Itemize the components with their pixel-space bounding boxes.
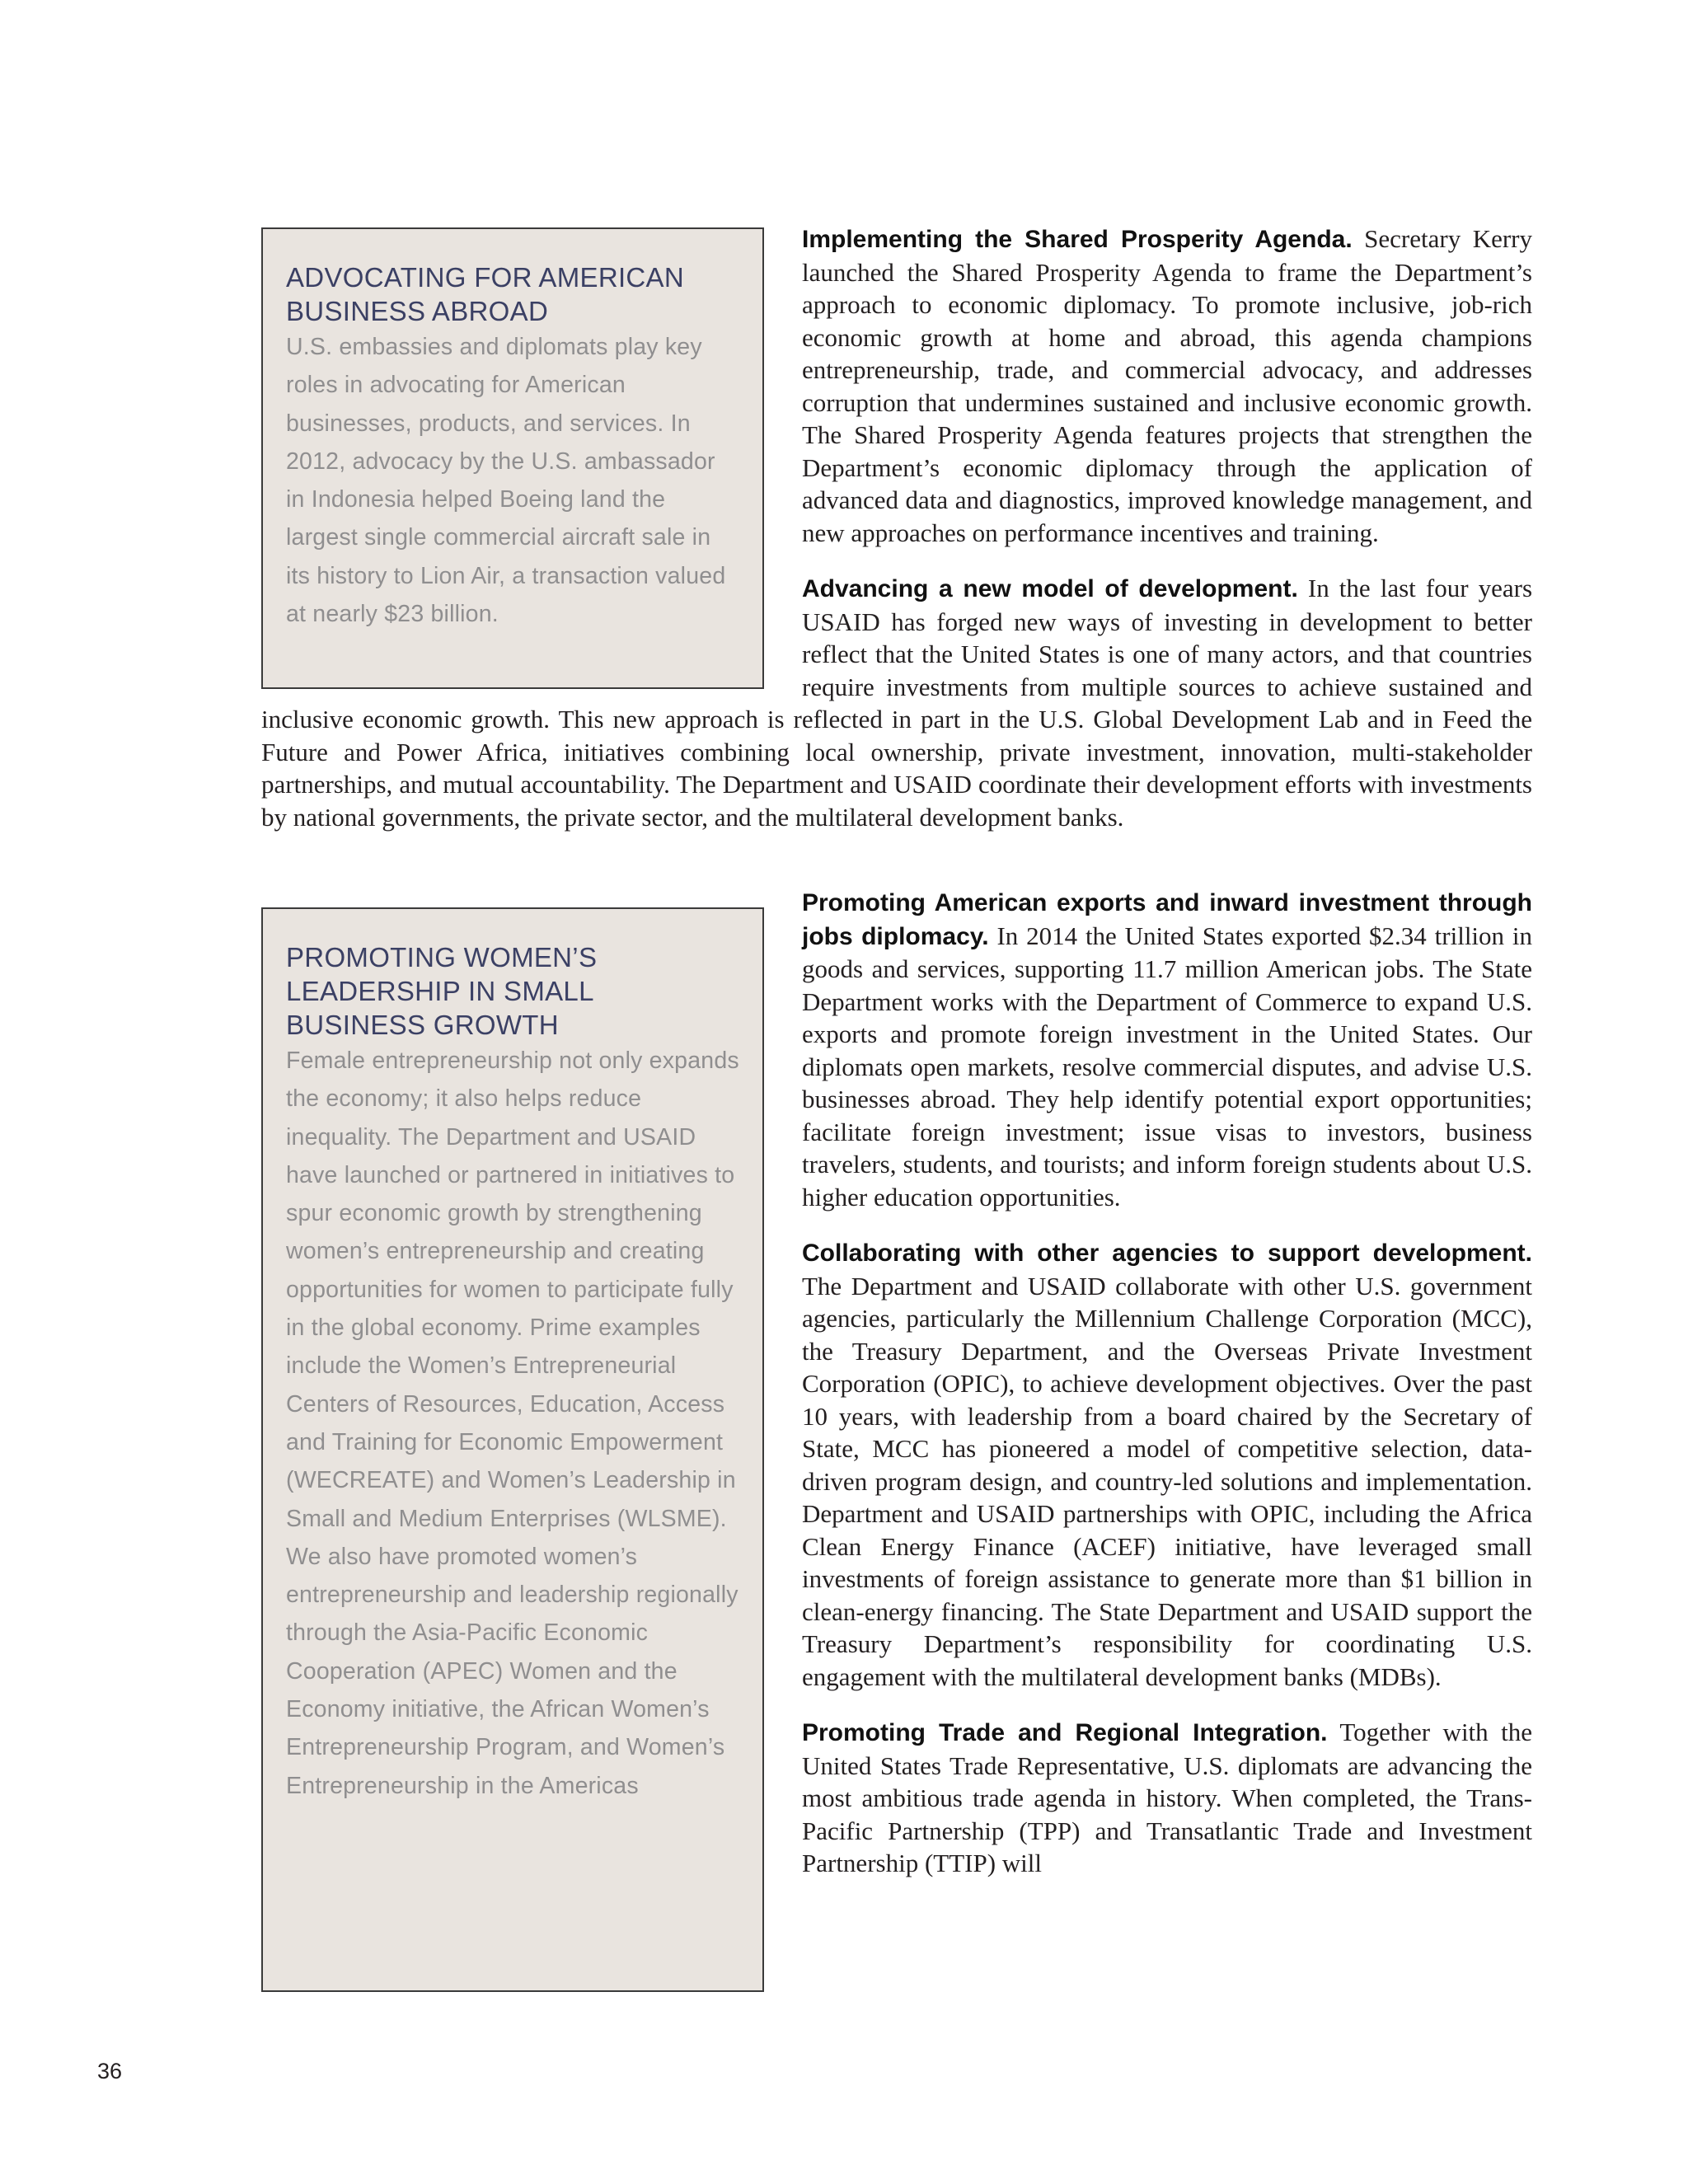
float-spacer-2: [261, 886, 802, 1982]
title-line: ADVOCATING FOR AMERICAN: [286, 262, 684, 293]
title-line: PROMOTING WOMEN’S: [286, 942, 598, 972]
paragraph-text: Together with the United States Trade Representative, U.S. diplomats are advancing the most ambitious trade agenda in history. When completed, the Trans-Pacific Partnership (TPP) and Transatlantic Trade and Investment Partnership (TTIP) will: [802, 1718, 1532, 1877]
paragraph-text: The Department and USAID collaborate with other U.S. government agencies, particularly the Millennium Challenge Corporation (MCC), the Treasury Department, and the Overseas Private Investment Corporation (OPIC), to achieve development objectives. Over the past 10 years, with leadership from a board chaired by the Secretary of State, MCC has pioneered a model of competitive selection, data-driven program design, and country-led solutions and implementation. Department and USAID partnerships with OPIC, including the Africa Clean Energy Finance (ACEF) initiative, have leveraged small investments of foreign assistance to generate more than $1 billion in clean-energy financing. The State Department and USAID support the Treasury Department’s responsibility for coordinating U.S. engagement with the multilateral development banks (MDBs).: [802, 1271, 1532, 1691]
main-text-flow: [261, 223, 1532, 1982]
paragraph-lead: Advancing a new model of development.: [802, 575, 1298, 602]
paragraph-lead: Promoting American exports and inward investment through jobs diplomacy.: [802, 889, 1532, 950]
float-spacer-1: [261, 223, 802, 694]
paragraph-lead: Collaborating with other agencies to support development.: [802, 1240, 1532, 1267]
page-number: 36: [97, 2059, 123, 2083]
paragraph-text: In 2014 the United States exported $2.34 trillion in goods and services, supporting 11.7 million American jobs. The State Department works with the Department of Commerce to expand U.S. exports and promote foreign investment in the United States. Our diplomats open markets, resolve commercial disputes, and advise U.S. businesses abroad. They help identify potential export opportunities; facilitate foreign investment; issue visas to investors, business travelers, students, and tourists; and inform foreign students about U.S. higher education opportunities.: [802, 921, 1532, 1212]
title-line: BUSINESS ABROAD: [286, 296, 549, 326]
paragraph-lead: Implementing the Shared Prosperity Agenda.: [802, 226, 1353, 253]
sidebar-box-body: Female entrepreneurship not only expands the economy; it also helps reduce inequality. The Department and USAID have launched or partnered in initiatives to spur economic growth by strengthening women’s entrepreneurship and creating opportunities for women to participate fully in the global economy. Prime examples include the Women’s Entrepreneurial Centers of Resources, Education, Access and Training for Economic Empowerment (WECREATE) and Women’s Leadership in Small and Medium Enterprises (WLSME). We also have promoted women’s entrepreneurship and leadership regionally through the Asia-Pacific Economic Cooperation (APEC) Women and the Economy initiative, the African Women’s Entrepreneurship Program, and Women’s Entrepreneurship in the Americas: [286, 1047, 739, 1799]
spacer: [261, 856, 1532, 886]
title-line: LEADERSHIP IN SMALL: [286, 976, 594, 1006]
paragraph-text: Secretary Kerry launched the Shared Prosperity Agenda to frame the Department’s approach to economic diplomacy. To promote inclusive, job-rich economic growth at home and abroad, this agenda champions entrepreneurship, trade, and commercial advocacy, and addresses corruption that undermines sustained and inclusive economic growth. The Shared Prosperity Agenda features projects that strengthen the Department’s economic diplomacy through the application of advanced data and diagnostics, improved knowledge management, and new approaches on performance incentives and training.: [802, 224, 1532, 547]
sidebar-box-body: U.S. embassies and diplomats play key roles in advocating for American businesses, products, and services. In 2012, advocacy by the U.S. ambassador in Indonesia helped Boeing land the largest single commercial aircraft sale in its history to Lion Air, a transaction valued at nearly $23 billion.: [286, 334, 726, 628]
paragraph-text: In the last four years USAID has forged new ways of investing in development to better reflect that the United States is one of many actors, and that countries require investments from multiple sources to achieve sustained and inclusive economic growth. This new approach is reflected in part in the U.S. Global Development Lab and in Feed the Future and Power Africa, initiatives combining local ownership, private investment, innovation, multi-stakeholder partnerships, and mutual accountability. The Department and USAID coordinate their development efforts with investments by national governments, the private sector, and the multilateral development banks.: [261, 574, 1533, 832]
paragraph-lead: Promoting Trade and Regional Integration.: [802, 1719, 1328, 1746]
title-line: BUSINESS GROWTH: [286, 1010, 559, 1040]
